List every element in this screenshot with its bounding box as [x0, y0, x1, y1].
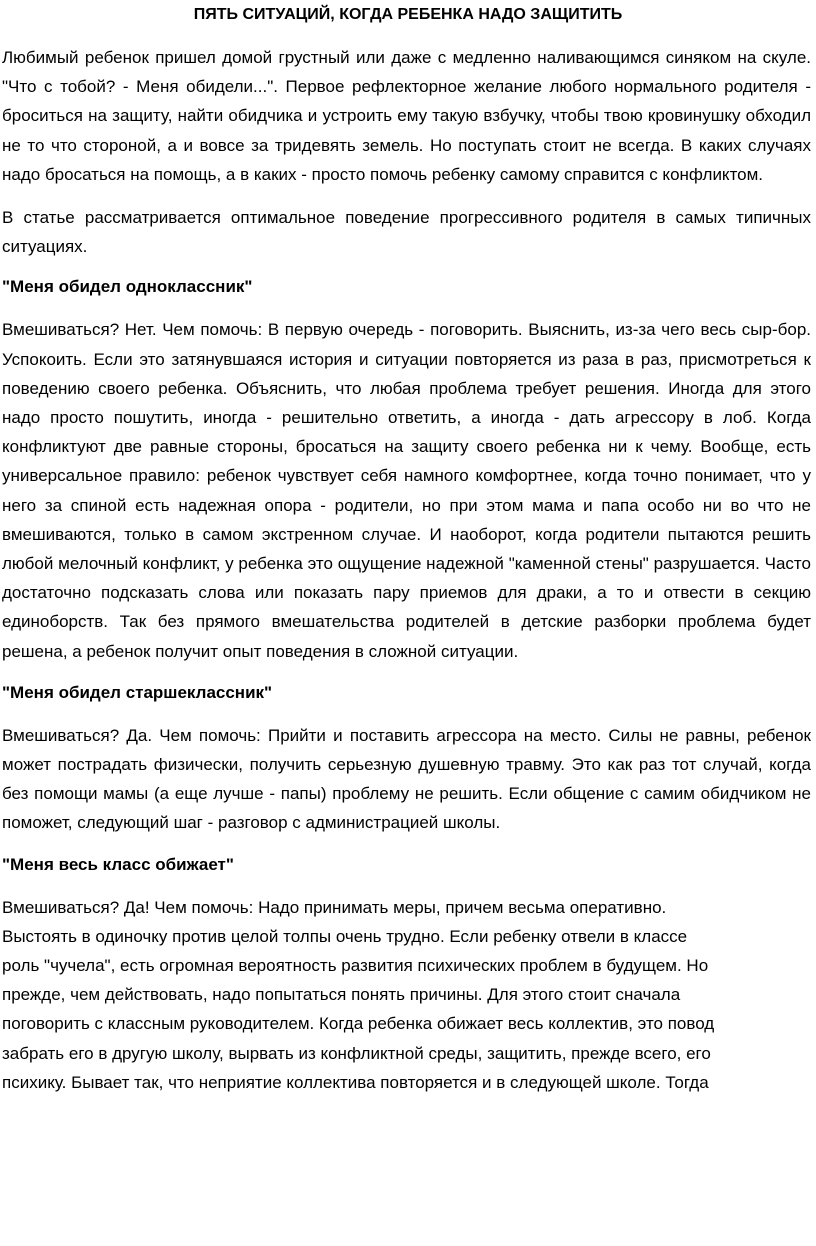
text-line: прежде, чем действовать, надо попытаться понять причины. Для этого стоит сначала	[2, 985, 681, 1005]
section-heading-classmate: "Меня обидел одноклассник"	[2, 277, 253, 297]
document-title: ПЯТЬ СИТУАЦИЙ, КОГДА РЕБЕНКА НАДО ЗАЩИТИТЬ	[193, 6, 623, 23]
text-line: Выстоять в одиночку против целой толпы очень трудно. Если ребенку отвели в классе	[2, 926, 688, 946]
section-text-senior: Вмешиваться? Да. Чем помочь: Прийти и поставить агрессора на место. Силы не равны, ребенок может пострадать физически, получить серьезную душевную травму. Это как раз тот случай, когда без помощи мамы (а еще лучше - папы) проблему не решить. Если общение с самим обидчиком не поможет, следующий шаг - разговор с администрацией школы.	[2, 725, 811, 833]
section-text-classmate: Вмешиваться? Нет. Чем помочь: В первую очередь - поговорить. Выяснить, из-за чего весь сыр-бор. Успокоить. Если это затянувшаяся история и ситуации повторяется из раза в раз, присмотреться к поведению своего ребенка. Объяснить, что любая проблема требует решения. Иногда для этого надо просто пошутить, иногда - решительно ответить, а иногда - дать агрессору в лоб. Когда конфликтуют две равные стороны, бросаться на защиту своего ребенка ни к чему. Вообще, есть универсальное правило: ребенок чувствует себя намного комфортнее, когда точно понимает, что у него за спиной есть надежная опора - родители, но при этом мама и папа особо ни во что не вмешиваются, только в самом экстренном случае. И наоборот, когда родители пытаются решить любой мелочный конфликт, у ребенка это ощущение надежной "каменной стены" разрушается. Часто достаточно подсказать слова или показать пару приемов для драки, а то и отвести в секцию единоборств. Так без прямого вмешательства родителей в детские разборки проблема будет решена, а ребенок получит опыт поведения в сложной ситуации.	[2, 320, 811, 661]
text-line: поговорить с классным руководителем. Когда ребенка обижает весь коллектив, это повод	[2, 1014, 715, 1034]
section-text-whole-class	[0, 893, 811, 1097]
intro-paragraph: Любимый ребенок пришел домой грустный или даже с медленно наливающимся синяком на скуле. "Что с тобой? - Меня обидели...". Первое рефлекторное желание любого нормального родителя - броситься на защиту, найти обидчика и устроить ему такую взбучку, чтобы твою кровинушку обходил не то что стороной, а и вовсе за тридевять земель. Но поступать стоит не всегда. В каких случаях надо бросаться на помощь, а в каких - просто помочь ребенку самому справится с конфликтом.	[2, 48, 811, 184]
text-line: психику. Бывает так, что неприятие коллектива повторяется и в следующей школе. Тогда	[2, 1072, 709, 1092]
section-heading-whole-class: "Меня весь класс обижает"	[2, 854, 234, 874]
summary-paragraph: В статье рассматривается оптимальное поведение прогрессивного родителя в самых типичных ситуациях.	[2, 208, 811, 257]
section-heading-senior: "Меня обидел старшеклассник"	[2, 682, 273, 702]
text-line: роль "чучела", есть огромная вероятность развития психических проблем в будущем. Но	[2, 956, 709, 976]
text-line: забрать его в другую школу, вырвать из конфликтной среды, защитить, прежде всего, его	[2, 1043, 711, 1063]
text-line: Вмешиваться? Да! Чем помочь: Надо принимать меры, причем весьма оперативно.	[2, 897, 667, 917]
